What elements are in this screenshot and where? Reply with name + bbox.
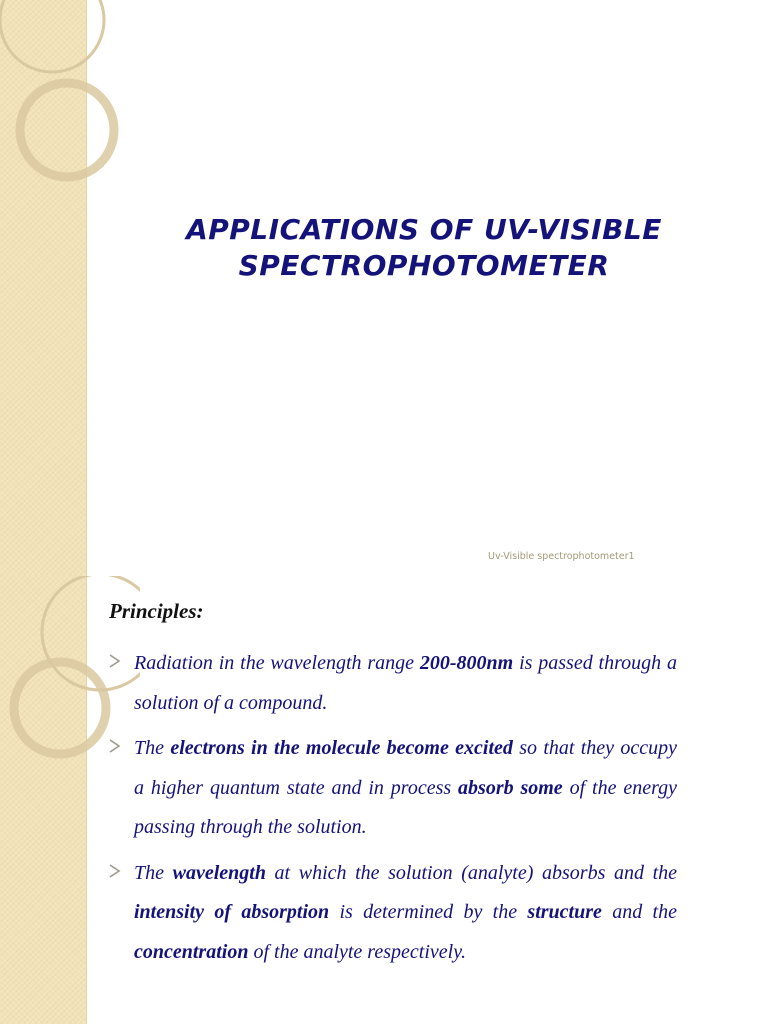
slide-footer: Uv-Visible spectrophotometer1 [488,551,635,562]
text-run: and the [601,901,677,923]
arrow-bullet-icon [109,864,121,878]
bullet-text [134,854,677,973]
title-line-1: APPLICATIONS OF UV-VISIBLE [186,213,662,246]
text-run: is passed through a solution of a compound. [134,652,677,714]
bold-phrase: intensity of absorption [134,901,330,923]
bullet-item [109,644,677,723]
ring-decoration [0,0,140,576]
text-run: so that they occupy a higher quantum state and in process [134,737,677,799]
bullet-text [134,644,677,723]
bold-phrase: structure [527,901,602,923]
bold-phrase: concentration [134,940,249,963]
text-run: Radiation in the wavelength range [134,652,420,674]
bold-phrase: wavelength [172,861,266,884]
slide-title [130,212,718,284]
bullet-item [109,854,677,973]
bold-phrase: electrons in the molecule become excited [170,737,513,759]
text-run: The [134,737,171,759]
text-run: of the analyte respectively. [248,940,466,963]
principles-slide [0,576,768,1024]
bullet-list [109,644,677,978]
sidebar-decoration [0,576,87,1024]
bold-phrase: 200-800nm [419,652,514,674]
arrow-bullet-icon [109,739,121,753]
text-run: of the energy passing through the solution. [134,776,677,838]
sidebar-decoration [0,0,87,576]
title-line-2: SPECTROPHOTOMETER [238,249,610,282]
bullet-text [134,729,677,848]
section-heading: Principles: [109,599,204,623]
text-run: at which the solution (analyte) absorbs and the [265,861,678,884]
text-run: The [134,861,173,884]
bullet-item [109,729,677,848]
arrow-bullet-icon [109,654,121,668]
text-run: is determined by the [329,901,528,923]
bold-phrase: absorb some [458,776,563,799]
